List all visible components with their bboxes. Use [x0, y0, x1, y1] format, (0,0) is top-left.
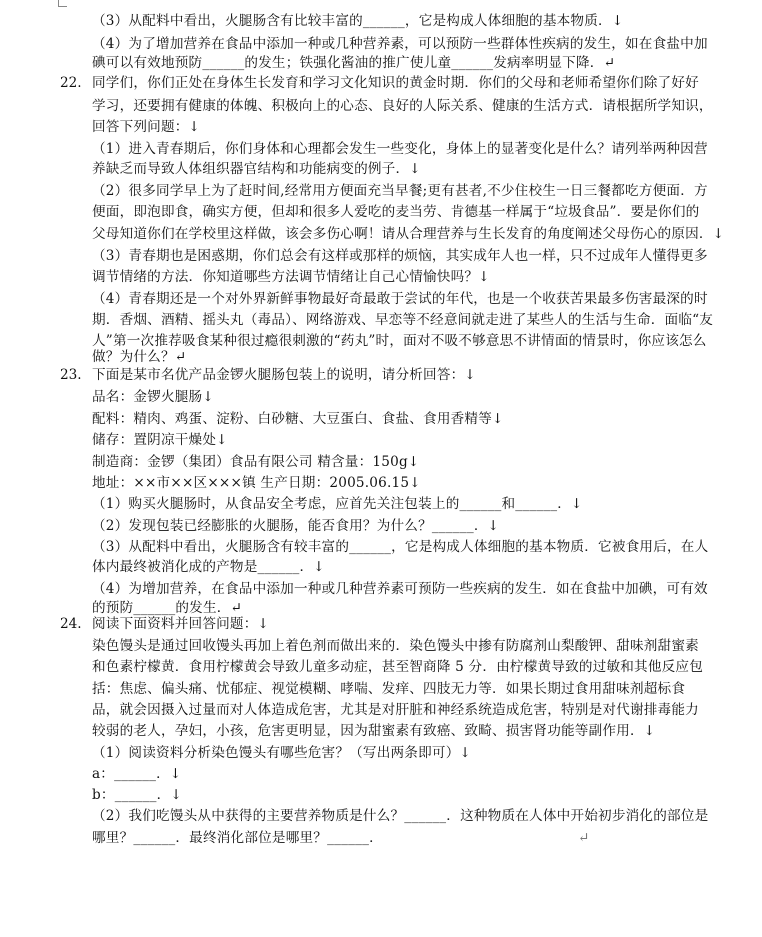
- text-line: b：______．↓: [92, 787, 183, 803]
- text-line: 下面是某市名优产品金锣火腿肠包装上的说明，请分析回答：↓: [92, 367, 477, 383]
- text-line: 和色素柠檬黄．食用柠檬黄会导致儿童多动症，甚至智商降 5 分．由柠檬黄导致的过敏和其他反应包: [92, 659, 704, 675]
- text-line: 体内最终被消化成的产物是______．↓: [92, 559, 325, 575]
- text-line: 回答下列问题：↓: [92, 119, 201, 135]
- text-line: （2）很多同学早上为了赶时间,经常用方便面充当早餐;更有甚者,不少住校生一日三餐都吃方便面．方: [92, 183, 708, 199]
- text-line: （2）发现包装已经膨胀的火腿肠，能否食用？为什么？______．↓: [92, 518, 500, 534]
- question-number-23: 23.: [60, 367, 82, 383]
- text-line: （1）购买火腿肠时，从食品安全考虑，应首先关注包装上的______和______．↓: [92, 496, 583, 512]
- text-line: a：______．↓: [92, 766, 182, 782]
- text-line: 制造商：金锣（集团）食品有限公司 精含量：150g↓: [92, 454, 420, 470]
- text-line: 同学们，你们正处在身体生长发育和学习文化知识的黄金时期．你们的父母和老师希望你们除了好好: [92, 75, 699, 91]
- text-line: 染色馒头是通过回收馒头再加上着色剂而做出来的．染色馒头中掺有防腐剂山梨酸钾、甜味剂甜蜜素: [92, 638, 699, 654]
- text-line: （3）从配料中看出，火腿肠含有较丰富的______，它是构成人体细胞的基本物质．它被食用后，在人: [92, 539, 709, 555]
- text-line: 储存：置阴凉干燥处↓: [92, 432, 228, 448]
- question-number-24: 24.: [60, 616, 82, 632]
- text-line: 品，就会因摄入过量而对人体造成危害，尤其是对肝脏和神经系统造成危害，特别是对代谢排毒能力: [92, 702, 699, 718]
- text-line: 括：焦虑、偏头痛、忧郁症、视觉模糊、哮喘、发痒、四肢无力等．如果长期过食用甜味剂超标食: [92, 681, 686, 697]
- text-line: 碘可以有效地预防______的发生；铁强化酱油的推广使儿童______发病率明显下降．↵: [92, 55, 616, 71]
- text-line: 期．香烟、酒精、摇头丸（毒品）、网络游戏、早恋等不经意间就走进了某些人的生活与生命．面临“友: [92, 312, 714, 328]
- text-line: 地址：××市××区×××镇 生产日期：2005.06.15↓: [92, 475, 421, 491]
- text-line: （1）阅读资料分析染色馒头有哪些危害？（写出两条即可）↓: [92, 745, 472, 761]
- text-line: 调节情绪的方法．你知道哪些方法调节情绪让自己心情愉快吗？↓: [92, 269, 490, 285]
- text-line: 哪里？______．最终消化部位是哪里？______．: [92, 830, 383, 846]
- text-line: （4）为了增加营养在食品中添加一种或几种营养素，可以预防一些群体性疾病的发生，如在食盐中加: [92, 36, 708, 52]
- text-line: 做？为什么？↵: [92, 349, 187, 365]
- text-line: （3）从配料中看出，火腿肠含有比较丰富的______，它是构成人体细胞的基本物质．↓: [92, 13, 624, 29]
- question-number-22: 22.: [60, 75, 82, 91]
- text-line: （3）青春期也是困惑期，你们总会有这样或那样的烦恼，其实成年人也一样，只不过成年人懂得更多: [92, 248, 708, 264]
- text-line: 品名：金锣火腿肠↓: [92, 389, 214, 405]
- text-line: （2）我们吃馒头从中获得的主要营养物质是什么？______．这种物质在人体中开始初步消化的部位是: [92, 808, 709, 824]
- text-line: 的预防______的发生．↵: [92, 600, 243, 616]
- text-line: （4）青春期还是一个对外界新鲜事物最好奇最敢于尝试的年代，也是一个收获苦果最多伤害最深的时: [92, 291, 708, 307]
- text-line: 配料：精肉、鸡蛋、淀粉、白砂糖、大豆蛋白、食盐、食用香精等↓: [92, 411, 504, 427]
- text-line: 养缺乏而导致人体组织器官结构和功能病变的例子．↓: [92, 161, 421, 177]
- text-line: （4）为增加营养，在食品中添加一种或几种营养素可预防一些疾病的发生．如在食盐中加碘，可有效: [92, 581, 708, 597]
- text-line: 学习，还要拥有健康的体魄、积极向上的心态、良好的人际关系、健康的生活方式．请根据所学知识，: [92, 98, 713, 114]
- text-line: 便面，即泡即食，确实方便，但却和很多人爱吃的麦当劳、肯德基一样属于“垃圾食品”．要是你们的: [92, 204, 700, 220]
- text-line: （1）进入青春期后，你们身体和心理都会发生一些变化，身体上的显著变化是什么？请列举两种因营: [92, 141, 708, 157]
- text-line: 阅读下面资料并回答问题：↓: [92, 616, 270, 632]
- paragraph-end-mark: ↵: [578, 830, 590, 846]
- text-line: 人”第一次推荐吸食某种很过瘾很刺激的“药丸”时，面对不吸不够意思不讲情面的情景时，你应该怎么: [92, 333, 707, 349]
- page-corner-mark: [58, 0, 67, 7]
- text-line: 较弱的老人，孕妇，小孩，危害更明显，因为甜蜜素有致癌、致畸、损害肾功能等副作用．↓: [92, 723, 656, 739]
- text-line: 父母知道你们在学校里这样做，该会多伤心啊！请从合理营养与生长发育的角度阐述父母伤心的原因．↓: [92, 226, 725, 242]
